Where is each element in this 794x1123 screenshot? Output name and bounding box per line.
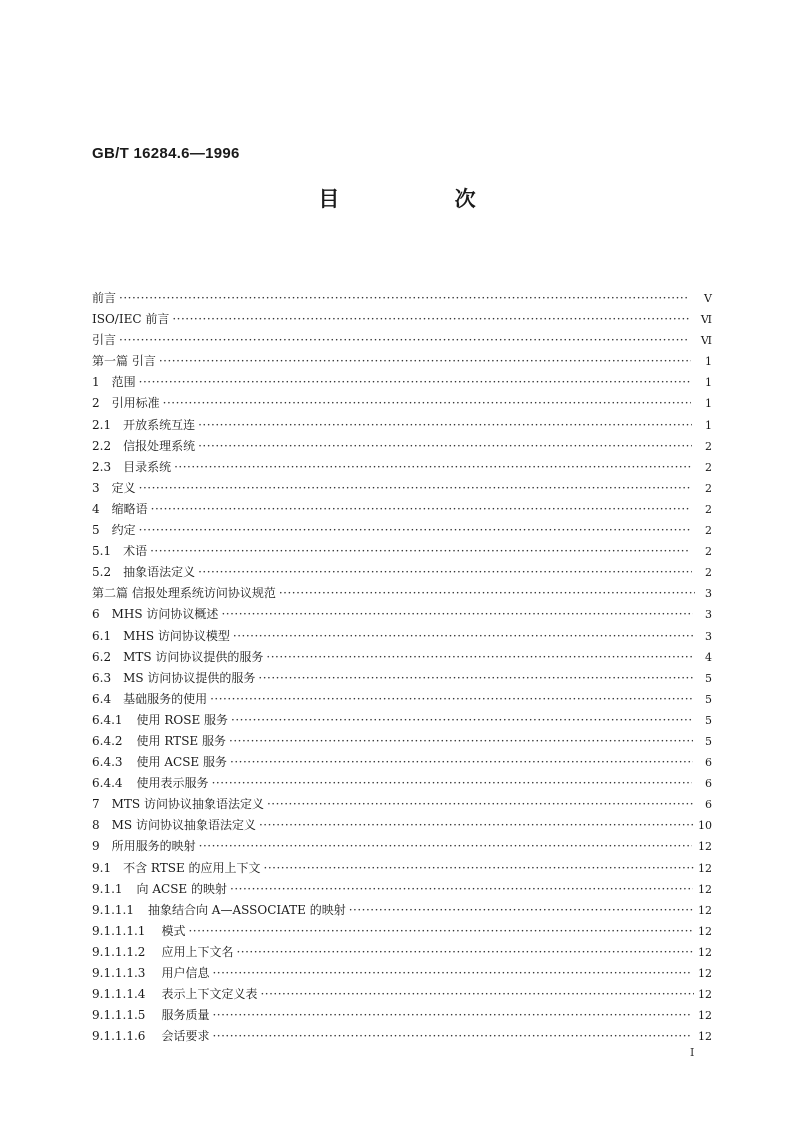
dot-leader (230, 752, 693, 773)
toc-number: 9.1.1 (92, 881, 123, 896)
toc-entry[interactable] (92, 836, 712, 857)
toc-page: 1 (705, 397, 712, 411)
toc-text: 第二篇 信报处理系统访问协议规范 (92, 586, 276, 601)
dot-leader (349, 900, 695, 921)
toc-page: 12 (698, 924, 712, 938)
toc-text: 所用服务的映射 (111, 839, 196, 854)
toc-text: 模式 (161, 923, 186, 938)
dot-leader (279, 583, 695, 604)
toc-number: 3 (92, 480, 100, 495)
toc-text: 用户信息 (161, 966, 210, 980)
toc-page: 5 (705, 671, 712, 685)
dot-leader (212, 1026, 692, 1047)
toc-page: 2 (705, 481, 712, 495)
dot-leader (119, 288, 689, 309)
toc-page: 3 (705, 608, 712, 622)
toc-entry[interactable] (92, 478, 712, 499)
page-title: 目 次 (318, 187, 530, 211)
toc-number: 6.3 (92, 670, 112, 685)
toc-page: Ⅵ (700, 313, 712, 327)
toc-page: 12 (698, 840, 712, 854)
toc-page: 12 (698, 1009, 712, 1023)
toc-page: 3 (705, 587, 712, 601)
dot-leader (163, 393, 691, 414)
dot-leader (230, 879, 693, 900)
toc-text: 向 ACSE 的映射 (136, 881, 228, 896)
toc-text: 使用 ACSE 服务 (136, 755, 228, 770)
toc-text: 目录系统 (123, 459, 172, 474)
toc-text: 定义 (111, 480, 136, 495)
toc-number: 6.4.2 (92, 733, 123, 748)
toc-entry[interactable] (92, 731, 712, 752)
toc-entry[interactable] (92, 499, 712, 520)
toc-entry[interactable] (92, 309, 712, 330)
toc-text: 会话要求 (161, 1029, 210, 1044)
toc-page: 5 (705, 734, 712, 748)
toc-text: MS 访问协议抽象语法定义 (111, 818, 256, 833)
toc-text: 缩略语 (111, 501, 148, 516)
toc-entry[interactable] (92, 815, 712, 836)
dot-leader (159, 351, 691, 372)
dot-leader (172, 309, 691, 330)
toc-entry[interactable] (92, 858, 712, 879)
toc-text: MHS 访问协议概述 (111, 607, 219, 622)
toc-text: 引用标准 (111, 396, 160, 411)
toc-text: 术语 (123, 544, 148, 559)
toc-text: 使用 RTSE 服务 (136, 733, 226, 748)
dot-leader (229, 731, 693, 752)
toc-text: 开放系统互连 (123, 417, 196, 432)
table-of-contents (92, 288, 712, 1047)
toc-number: 6.4.3 (92, 755, 123, 770)
toc-entry[interactable] (92, 921, 712, 942)
toc-entry[interactable] (92, 1026, 712, 1047)
toc-text: 抽象语法定义 (123, 565, 196, 580)
standard-code: GB/T 16284.6—1996 (92, 145, 240, 162)
toc-entry[interactable] (92, 668, 712, 689)
toc-entry[interactable] (92, 689, 712, 710)
toc-text: MHS 访问协议模型 (123, 628, 230, 643)
toc-page: 3 (705, 629, 712, 643)
toc-number: 5.1 (92, 544, 112, 559)
dot-leader (236, 942, 693, 963)
dot-leader (212, 963, 692, 984)
toc-page: 12 (698, 882, 712, 896)
toc-number: 2.3 (92, 459, 112, 474)
toc-number: 9.1.1.1 (92, 902, 134, 917)
toc-text: 约定 (111, 523, 136, 538)
dot-leader (174, 457, 691, 478)
toc-entry[interactable] (92, 794, 712, 815)
toc-number: 2 (92, 396, 100, 411)
toc-number: 2.1 (92, 417, 112, 432)
toc-page: 12 (698, 861, 712, 875)
toc-number: 6.4.4 (92, 776, 123, 791)
toc-number: 6.4.1 (92, 712, 123, 727)
toc-text: 抽象结合向 A—ASSOCIATE 的映射 (147, 902, 346, 917)
toc-page: 12 (698, 967, 712, 980)
toc-page: 12 (698, 903, 712, 917)
toc-entry[interactable] (92, 604, 712, 625)
toc-page: 10 (698, 819, 712, 833)
toc-number: 4 (92, 501, 100, 516)
toc-entry[interactable] (92, 562, 712, 583)
toc-number: 6.1 (92, 628, 112, 643)
toc-entry[interactable] (92, 541, 712, 562)
toc-text: ISO/IEC 前言 (92, 312, 170, 327)
toc-page: 1 (705, 376, 712, 390)
toc-page: 2 (705, 524, 712, 538)
toc-text: MTS 访问协议提供的服务 (123, 649, 264, 664)
dot-leader (212, 773, 693, 794)
toc-entry[interactable] (92, 626, 712, 647)
toc-text: 不含 RTSE 的应用上下文 (123, 860, 261, 875)
toc-text: 基础服务的使用 (123, 691, 208, 706)
toc-entry[interactable] (92, 457, 712, 478)
toc-number: 9.1 (92, 860, 112, 875)
toc-number: 9.1.1.1.4 (92, 987, 146, 1002)
toc-page: Ⅵ (700, 334, 712, 348)
dot-leader (119, 330, 689, 351)
toc-entry[interactable] (92, 900, 712, 921)
dot-leader (150, 541, 690, 562)
toc-page: 2 (705, 545, 712, 559)
toc-number: 7 (92, 797, 100, 812)
toc-entry[interactable] (92, 330, 712, 351)
toc-page: 2 (705, 439, 712, 453)
toc-number: 9.1.1.1.1 (92, 923, 146, 938)
toc-number: 8 (92, 818, 100, 833)
dot-leader (199, 836, 692, 857)
dot-leader (260, 984, 694, 1005)
dot-leader (221, 604, 692, 625)
toc-page: 6 (705, 777, 712, 791)
toc-page: 6 (705, 756, 712, 770)
toc-entry[interactable] (92, 647, 712, 668)
toc-text: 引言 (92, 333, 117, 348)
toc-entry[interactable] (92, 415, 712, 436)
toc-text: 服务质量 (161, 1008, 210, 1023)
toc-page: 12 (698, 988, 712, 1002)
toc-number: 9.1.1.1.5 (92, 1008, 146, 1023)
toc-page: 6 (705, 798, 712, 812)
toc-entry[interactable] (92, 520, 712, 541)
dot-leader (188, 921, 691, 942)
toc-number: 5 (92, 523, 100, 538)
toc-number: 9.1.1.1.3 (92, 966, 146, 980)
toc-text: 表示上下文定义表 (161, 987, 258, 1002)
dot-leader (210, 689, 692, 710)
toc-number: 9.1.1.1.6 (92, 1029, 146, 1044)
toc-entry[interactable] (92, 942, 712, 963)
toc-page: 2 (705, 460, 712, 474)
toc-entry[interactable] (92, 1005, 712, 1026)
toc-number: 5.2 (92, 565, 112, 580)
toc-text: 应用上下文名 (161, 944, 234, 959)
dot-leader (198, 415, 692, 436)
dot-leader (212, 1005, 692, 1026)
dot-leader (198, 436, 692, 457)
toc-text: 第一篇 引言 (92, 354, 156, 369)
toc-page: 2 (705, 566, 712, 580)
dot-leader (266, 647, 694, 668)
dot-leader (139, 520, 690, 541)
toc-text: 信报处理系统 (123, 438, 196, 453)
toc-entry[interactable] (92, 752, 712, 773)
toc-entry[interactable] (92, 436, 712, 457)
toc-text: MS 访问协议提供的服务 (123, 670, 256, 685)
toc-text: 使用表示服务 (136, 776, 209, 791)
dot-leader (264, 858, 695, 879)
toc-number: 6 (92, 607, 100, 622)
toc-page: 12 (698, 1030, 712, 1044)
toc-number: 1 (92, 375, 100, 390)
toc-entry[interactable] (92, 288, 712, 309)
toc-text: 使用 ROSE 服务 (136, 712, 229, 727)
toc-text: MTS 访问协议抽象语法定义 (111, 797, 264, 812)
toc-text: 范围 (111, 375, 136, 390)
toc-entry[interactable] (92, 393, 712, 414)
toc-entry[interactable] (92, 879, 712, 900)
toc-number: 6.2 (92, 649, 112, 664)
dot-leader (267, 794, 694, 815)
toc-entry[interactable] (92, 583, 712, 604)
toc-page: Ⅴ (704, 292, 712, 305)
toc-page: 12 (698, 945, 712, 959)
toc-number: 9.1.1.1.2 (92, 944, 146, 959)
dot-leader (231, 710, 693, 731)
page-number: Ⅰ (690, 1046, 695, 1059)
toc-entry[interactable] (92, 984, 712, 1005)
toc-text: 前言 (92, 291, 117, 305)
toc-page: 4 (705, 650, 712, 664)
toc-page: 5 (705, 692, 712, 706)
dot-leader (233, 626, 693, 647)
toc-page: 5 (705, 713, 712, 727)
toc-number: 6.4 (92, 691, 112, 706)
toc-entry[interactable] (92, 963, 712, 984)
toc-entry[interactable] (92, 710, 712, 731)
toc-entry[interactable] (92, 372, 712, 393)
dot-leader (258, 668, 694, 689)
toc-entry[interactable] (92, 773, 712, 794)
toc-number: 9 (92, 839, 100, 854)
toc-page: 1 (705, 355, 712, 369)
dot-leader (151, 499, 691, 520)
dot-leader (139, 478, 690, 499)
dot-leader (139, 372, 690, 393)
dot-leader (259, 815, 694, 836)
dot-leader (198, 562, 692, 583)
toc-page: 2 (705, 502, 712, 516)
toc-number: 2.2 (92, 438, 112, 453)
toc-entry[interactable] (92, 351, 712, 372)
toc-page: 1 (705, 418, 712, 432)
